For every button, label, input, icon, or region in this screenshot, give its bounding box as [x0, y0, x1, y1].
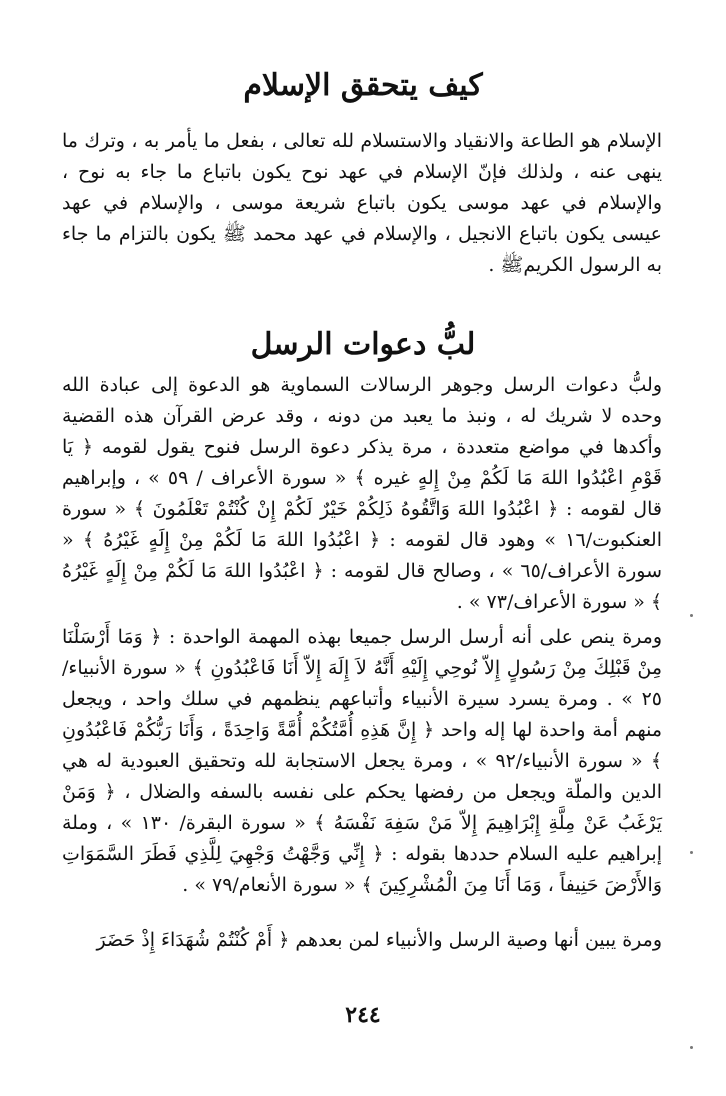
paragraph-one-mission: ومرة ينص على أنه أرسل الرسل جميعا بهذه المهمة الواحدة : ﴿ وَمَا أَرْسَلْنَا مِنْ قَبْلِكَ مِنْ رَسُولٍ إِلاّ نُوحِي إِلَيْهِ أَنَّهُ لاَ إِلَهَ إِلاّ أَنَا فَاعْبُدُونِ ﴾ « سورة الأنبياء/٢٥ » . ومرة يسرد سيرة الأنبياء وأتباعهم ينظمهم في سلك واحد ، ويجعل منهم أمة واحدة لها إله واحد ﴿ إِنَّ هَذِهِ أُمَّتُكُمْ أُمَّةً وَاحِدَةً ، وَأَنَا رَبُّكُمْ فَاعْبُدُونِ ﴾ « سورة الأنبياء/٩٢ » ، ومرة يجعل الاستجابة لله وتحقيق العبودية له هي الدين والملّة ويجعل من رفضها يحكم على نفسه بالسفه والضلال ، ﴿ وَمَنْ يَرْغَبُ عَنْ مِلَّةِ إِبْرَاهِيمَ إِلاّ مَنْ سَفِهَ نَفْسَهُ ﴾ « سورة البقرة/ ١٣٠ » ، وملة إبراهيم عليه السلام حددها بقوله : ﴿ إِنِّي وَجَّهْتُ وَجْهِيَ لِلَّذِي فَطَرَ السَّمَوَاتِ وَالأَرْضَ حَنِيفاً ، وَمَا أَنَا مِنَ الْمُشْرِكِينَ ﴾ « سورة الأنعام/٧٩ » . — [62, 626, 662, 896]
paragraph-testament-of-messengers: ومرة يبين أنها وصية الرسل والأنبياء لمن بعدهم ﴿ أَمْ كُنْتُمْ شُهَدَاءَ إِذْ حَضَرَ — [96, 929, 662, 951]
paragraph-core-of-call: ولبُّ دعوات الرسل وجوهر الرسالات السماوية هو الدعوة إلى عبادة الله وحده لا شريك له ، ونبذ ما يعبد من دونه ، وقد عرض القرآن هذه القضية وأكدها في مواضع متعددة ، مرة يذكر دعوة الرسل فنوح يقول لقومه ﴿ يَا قَوْمِ اعْبُدُوا اللهَ مَا لَكُمْ مِنْ إِلهٍ غيره ﴾ « سورة الأعراف / ٥٩ » ، وإبراهيم قال لقومه : ﴿ اعْبُدُوا اللهَ وَاتَّقُوهُ ذَلِكُمْ خَيْرٌ لَكُمْ إِنْ كُنْتُمْ تَعْلَمُونَ ﴾ « سورة العنكبوت/١٦ » وهود قال لقومه : ﴿ اعْبُدُوا اللهَ مَا لَكُمْ مِنْ إِلَهٍ غَيْرُهُ ﴾ « سورة الأعراف/٦٥ » ، وصالح قال لقومه : ﴿ اعْبُدُوا اللهَ مَا لَكُمْ مِنْ إِلَهٍ غَيْرُهُ ﴾ « سورة الأعراف/٧٣ » . — [62, 374, 663, 613]
section-title-core-of-messengers-call: لبُّ دعوات الرسل — [250, 327, 476, 362]
section-title-how-islam-is-realized: كيف يتحقق الإسلام — [243, 68, 483, 103]
margin-dot-mark — [690, 851, 693, 854]
margin-dot-mark — [690, 614, 693, 617]
page-number: ٢٤٤ — [345, 1002, 381, 1028]
paragraph-definition-of-islam: الإسلام هو الطاعة والانقياد والاستسلام لله تعالى ، بفعل ما يأمر به ، وترك ما ينهى عنه ، ولذلك فإنّ الإسلام في عهد نوح يكون باتباع ما جاء به نوح ، والإسلام في عهد موسى يكون باتباع شريعة موسى ، والإسلام في عهد عيسى يكون باتباع الانجيل ، والإسلام في عهد محمد ﷺ يكون بالتزام ما جاء به الرسول الكريمﷺ . — [62, 130, 662, 276]
margin-dot-mark — [690, 1046, 693, 1049]
